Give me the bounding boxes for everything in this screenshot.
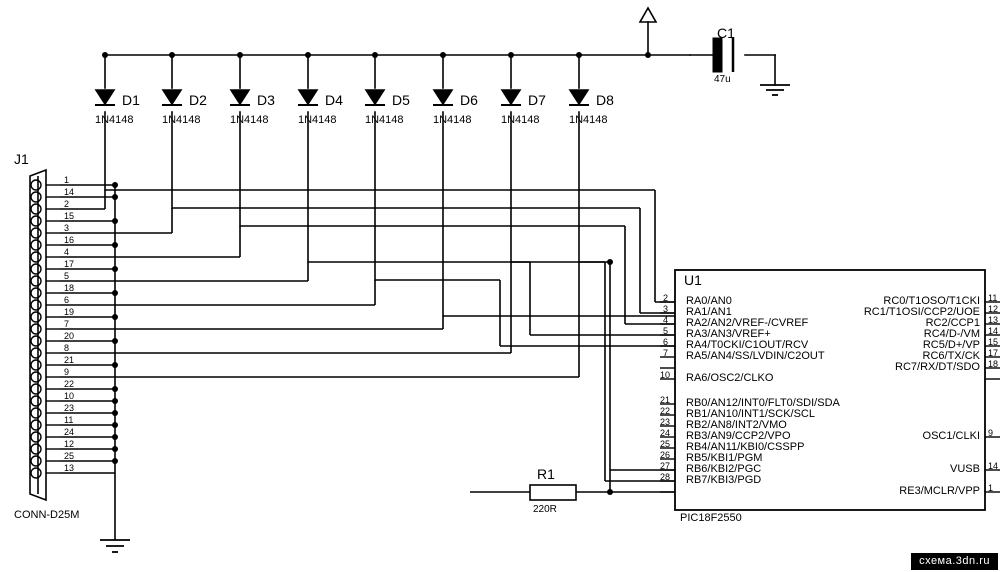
diode-value: 1N4148 xyxy=(298,114,337,126)
mcu-pin-number: 14 xyxy=(988,461,999,471)
connector-pin-number: 14 xyxy=(64,187,75,197)
mcu-pin-number: 14 xyxy=(988,326,999,336)
connector-pin-number: 9 xyxy=(64,367,70,377)
connector-pin-number: 22 xyxy=(64,379,75,389)
mcu-pin-number: 26 xyxy=(660,450,671,460)
mcu-pin-name: RA3/AN3/VREF+ xyxy=(686,328,771,340)
mcu-pin-name: RB3/AN9/CCP2/VPO xyxy=(686,430,791,442)
diode-ref: D6 xyxy=(460,92,478,108)
connector-pin-number: 15 xyxy=(64,211,75,221)
mcu-part: PIC18F2550 xyxy=(680,512,742,524)
mcu-pin-number: 18 xyxy=(988,359,999,369)
mcu-pin-name: RB4/AN11/KBI0/CSSPP xyxy=(686,441,805,453)
mcu-pin-name: RC5/D+/VP xyxy=(922,339,980,351)
connector-pin-number: 11 xyxy=(64,415,74,425)
connector-pin-number: 10 xyxy=(64,391,75,401)
connector-pin-number: 5 xyxy=(64,271,70,281)
connector-pin-number: 1 xyxy=(64,175,70,185)
connector-ref: J1 xyxy=(14,151,29,167)
mcu-pin-number: 12 xyxy=(988,304,999,314)
mcu-pin-number: 6 xyxy=(663,337,669,347)
capacitor-value: 47u xyxy=(714,74,731,85)
connector-pin-number: 4 xyxy=(64,247,70,257)
diode-value: 1N4148 xyxy=(501,114,540,126)
connector-pin-number: 2 xyxy=(64,199,70,209)
mcu-pin-name: RB0/AN12/INT0/FLT0/SDI/SDA xyxy=(686,397,840,409)
mcu-pin-number: 17 xyxy=(988,348,999,358)
mcu-pin-name: RB2/AN8/INT2/VMO xyxy=(686,419,787,431)
mcu-pin-name: RB6/KBI2/PGC xyxy=(686,463,762,475)
connector-type: CONN-D25M xyxy=(14,509,80,521)
watermark-prefix: схема xyxy=(919,555,953,567)
connector-pin-number: 8 xyxy=(64,343,70,353)
mcu-pin-number: 4 xyxy=(663,315,669,325)
mcu-pin-name: RB5/KBI1/PGM xyxy=(686,452,763,464)
mcu-pin-name: RC1/T1OSI/CCP2/UOE xyxy=(863,306,980,318)
mcu-pin-name: RC7/RX/DT/SDO xyxy=(895,361,980,373)
mcu-pin-number: 11 xyxy=(988,293,998,303)
capacitor-ref: C1 xyxy=(717,25,735,41)
watermark-suffix: .3dn.ru xyxy=(952,555,990,567)
mcu-pin-name: RA5/AN4/SS/LVDIN/C2OUT xyxy=(686,350,825,362)
mcu-pin-number: 23 xyxy=(660,417,671,427)
connector-pin-number: 13 xyxy=(64,463,75,473)
connector-pin-number: 3 xyxy=(64,223,70,233)
mcu-pin-number: 3 xyxy=(663,304,669,314)
connector-pin-number: 24 xyxy=(64,427,75,437)
connector-pin-number: 12 xyxy=(64,439,75,449)
diode-value: 1N4148 xyxy=(569,114,608,126)
mcu-pin-name: RA6/OSC2/CLKO xyxy=(686,372,774,384)
mcu-pin-number: 25 xyxy=(660,439,671,449)
connector-pin-number: 19 xyxy=(64,307,75,317)
connector-pin-number: 18 xyxy=(64,283,75,293)
diode-ref: D3 xyxy=(257,92,275,108)
mcu-pin-name: RB1/AN10/INT1/SCK/SCL xyxy=(686,408,815,420)
mcu-pin-name: RC0/T1OSO/T1CKI xyxy=(883,295,980,307)
mcu-pin-name: RE3/MCLR/VPP xyxy=(899,485,980,497)
mcu-pin-name: RA0/AN0 xyxy=(686,295,732,307)
mcu-ref: U1 xyxy=(684,272,702,288)
mcu-pin-number: 13 xyxy=(988,315,999,325)
diode-value: 1N4148 xyxy=(230,114,269,126)
connector-pin-number: 23 xyxy=(64,403,75,413)
diode-value: 1N4148 xyxy=(162,114,201,126)
diode-ref: D1 xyxy=(122,92,140,108)
mcu-pin-name: RA1/AN1 xyxy=(686,306,732,318)
diode-value: 1N4148 xyxy=(95,114,134,126)
mcu-pin-name: RC4/D-/VM xyxy=(923,328,980,340)
mcu-pin-number: 24 xyxy=(660,428,671,438)
mcu-pin-number: 28 xyxy=(660,472,671,482)
mcu-pin-number: 9 xyxy=(988,428,994,438)
mcu-pin-number: 21 xyxy=(660,395,671,405)
mcu-pin-name: RA4/T0CKI/C1OUT/RCV xyxy=(686,339,809,351)
diode-ref: D5 xyxy=(392,92,410,108)
diode-value: 1N4148 xyxy=(433,114,472,126)
mcu-pin-name: VUSB xyxy=(950,463,980,475)
mcu-pin-name: RA2/AN2/VREF-/CVREF xyxy=(686,317,809,329)
mcu-pin-number: 1 xyxy=(988,483,994,493)
site-watermark xyxy=(911,553,998,570)
diode-ref: D2 xyxy=(189,92,207,108)
mcu-pin-number: 2 xyxy=(663,293,669,303)
connector-pin-number: 21 xyxy=(64,355,75,365)
mcu-pin-name: RC6/TX/CK xyxy=(922,350,980,362)
mcu-pin-number: 27 xyxy=(660,461,671,471)
connector-pin-number: 7 xyxy=(64,319,70,329)
connector-pin-number: 20 xyxy=(64,331,75,341)
mcu-pin-name: RB7/KBI3/PGD xyxy=(686,474,762,486)
diode-ref: D8 xyxy=(596,92,614,108)
diode-value: 1N4148 xyxy=(365,114,404,126)
mcu-pin-number: 5 xyxy=(663,326,669,336)
mcu-pin-name: OSC1/CLKI xyxy=(922,430,980,442)
mcu-pin-number: 7 xyxy=(663,348,669,358)
diode-ref: D4 xyxy=(325,92,343,108)
resistor-ref: R1 xyxy=(537,466,555,482)
mcu-pin-number: 15 xyxy=(988,337,999,347)
connector-pin-number: 16 xyxy=(64,235,75,245)
connector-pin-number: 17 xyxy=(64,259,75,269)
resistor-value: 220R xyxy=(533,504,557,515)
diode-ref: D7 xyxy=(528,92,546,108)
mcu-pin-number: 10 xyxy=(660,370,671,380)
connector-pin-number: 6 xyxy=(64,295,70,305)
mcu-pin-name: RC2/CCP1 xyxy=(925,317,980,329)
mcu-pin-number: 22 xyxy=(660,406,671,416)
connector-pin-number: 25 xyxy=(64,451,75,461)
